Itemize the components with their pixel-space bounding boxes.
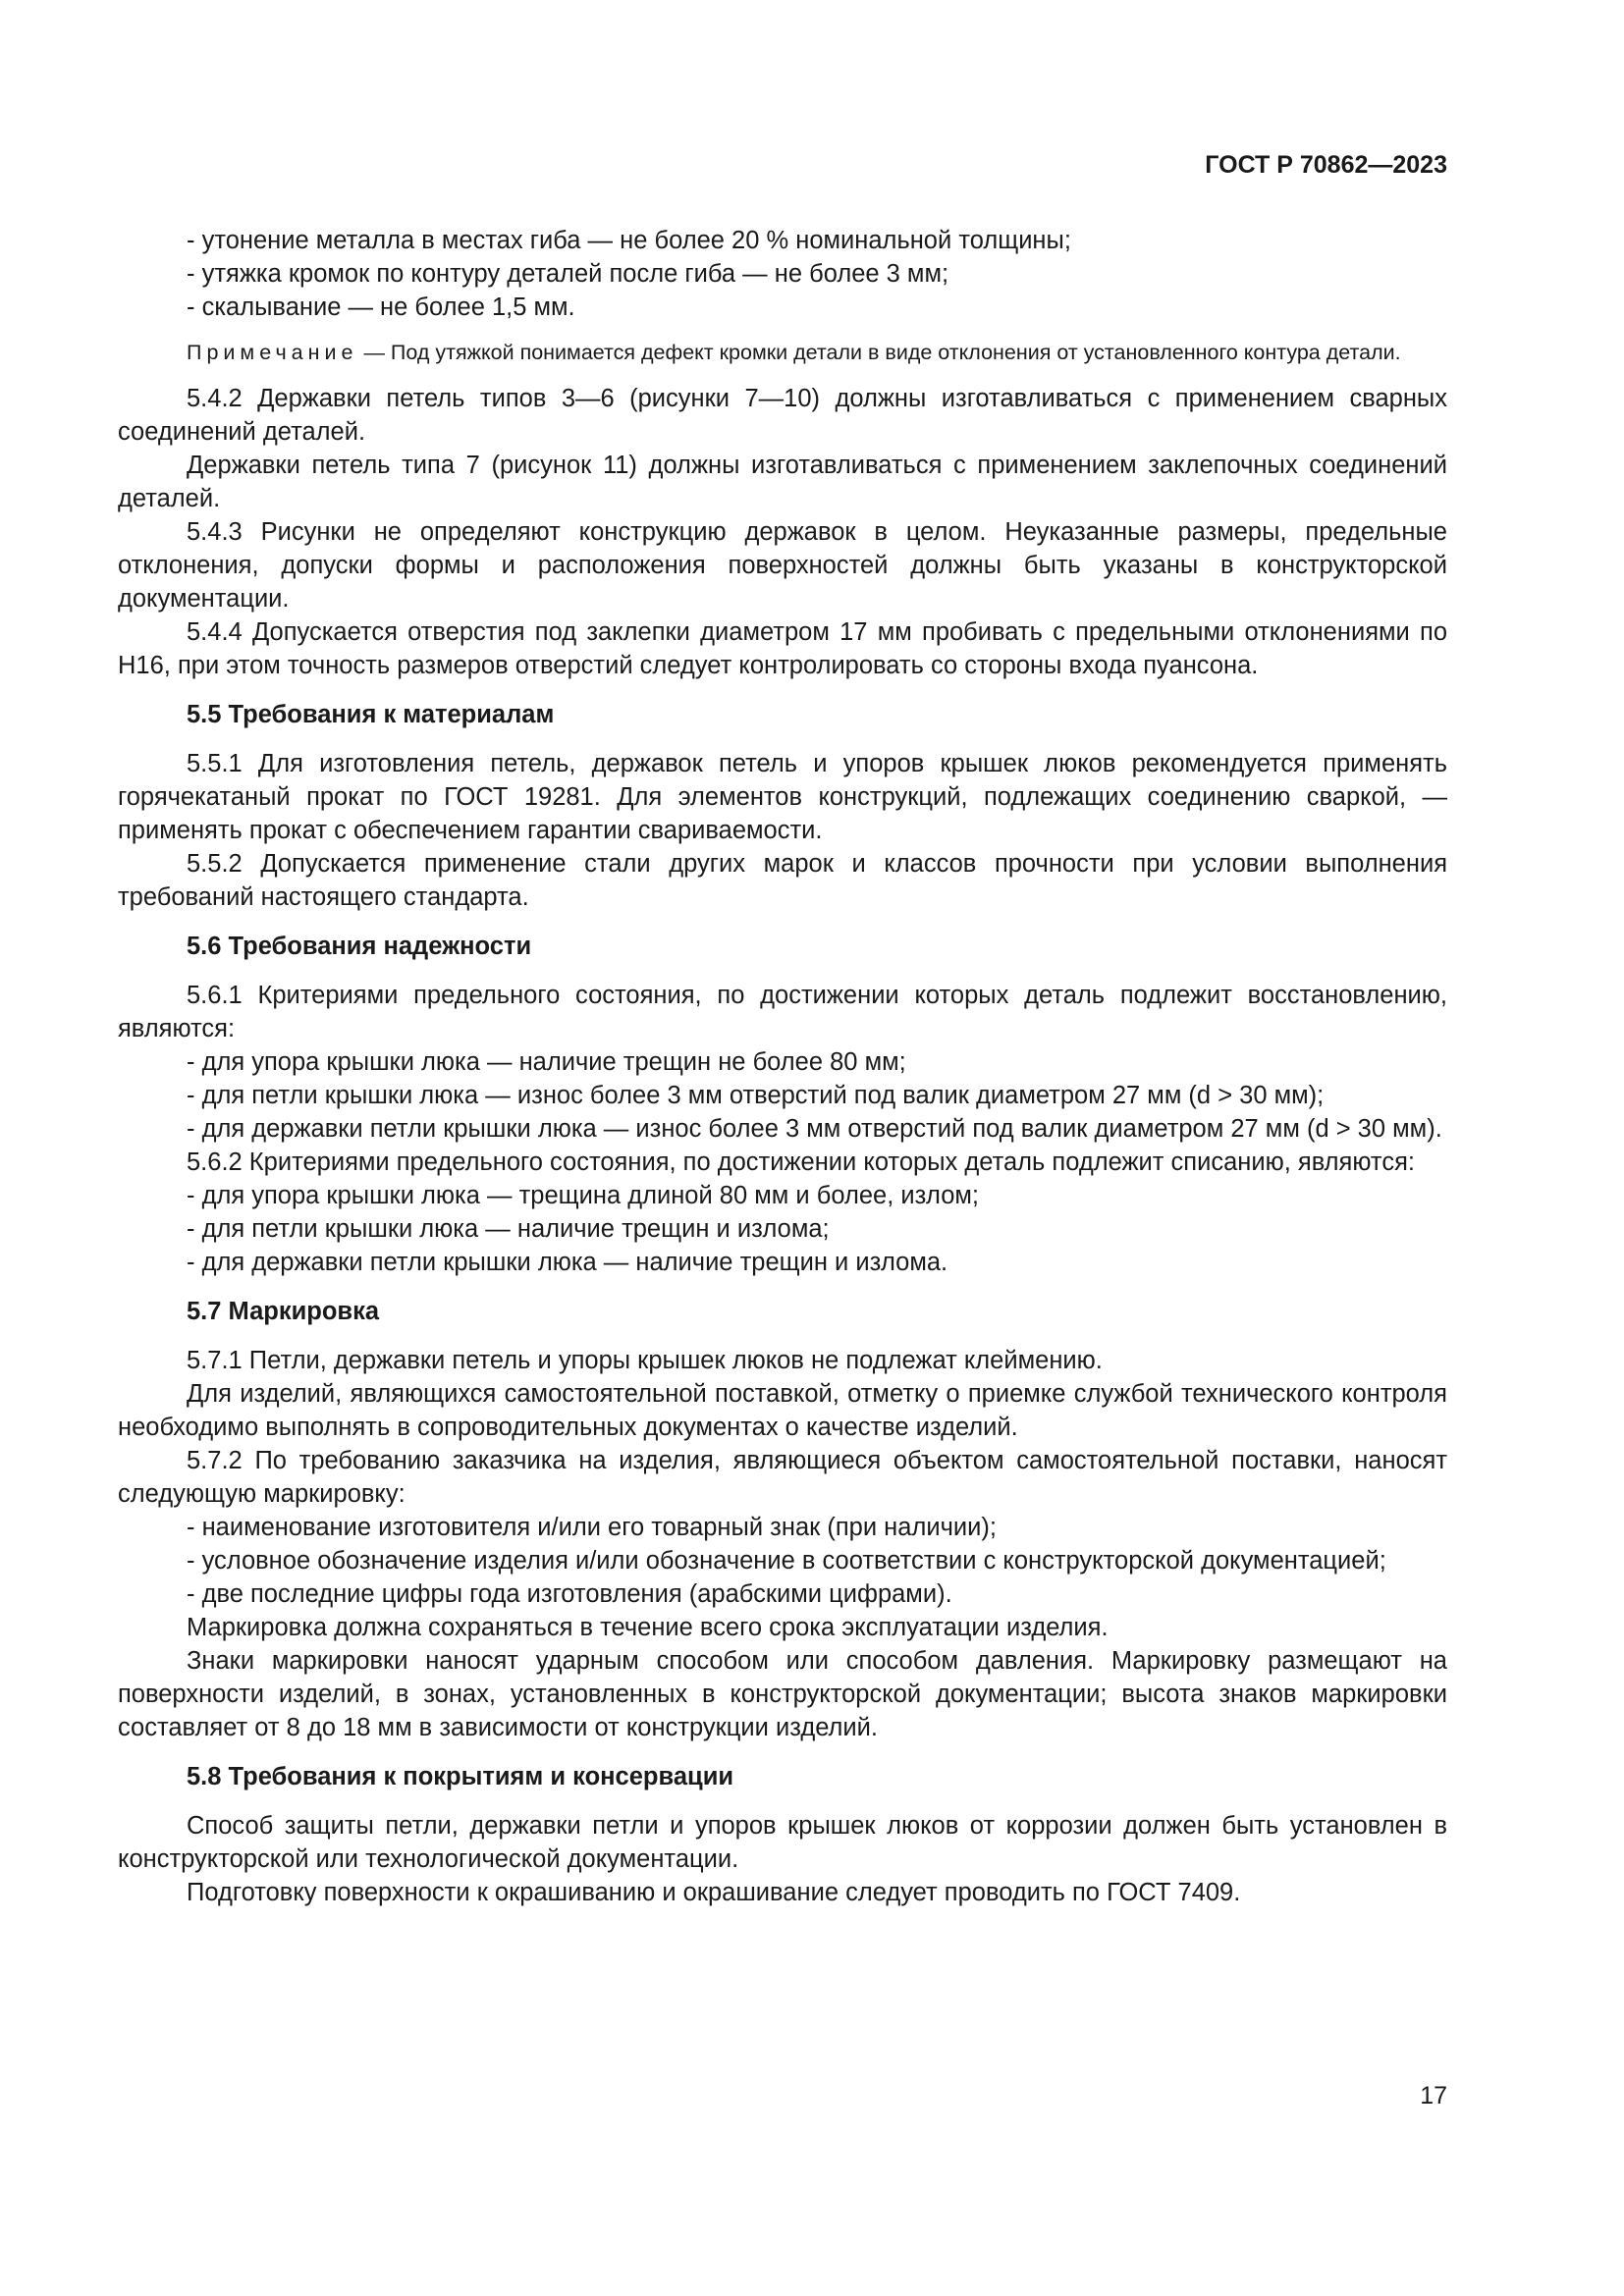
list-item: - утонение металла в местах гиба — не более 20 % номинальной толщины;	[187, 227, 1071, 254]
paragraph-5-4-2-continued: Державки петель типа 7 (рисунок 11) должны изготавливаться с применением заклепочных соединений деталей.	[118, 452, 1447, 512]
list-item: - наименование изготовителя и/или его товарный знак (при наличии);	[187, 1514, 997, 1541]
paragraph-5-7-1-continued: Для изделий, являющихся самостоятельной поставкой, отметку о приемке службой технического контроля необходимо выполнять в сопроводительных документах о качестве изделий.	[118, 1380, 1447, 1441]
list-item: - для петли крышки люка — износ более 3 мм отверстий под валик диаметром 27 мм (d > 30 мм);	[187, 1082, 1325, 1109]
page-number: 17	[1420, 2082, 1447, 2109]
paragraph-5-4-3: 5.4.3 Рисунки не определяют конструкцию державок в целом. Неуказанные размеры, предельные отклонения, допуски формы и расположения поверхностей должны быть указаны в конструкторской документации.	[118, 518, 1447, 613]
list-item: - две последние цифры года изготовления (арабскими цифрами).	[187, 1580, 952, 1608]
list-item: - для упора крышки люка — трещина длиной 80 мм и более, излом;	[187, 1182, 979, 1209]
section-title-5-8: 5.8 Требования к покрытиям и консервации	[187, 1763, 734, 1790]
list-item: - для державки петли крышки люка — наличие трещин и излома.	[187, 1249, 948, 1276]
list-item: - скалывание — не более 1,5 мм.	[187, 294, 575, 321]
paragraph-5-8-painting: Подготовку поверхности к окрашиванию и окрашивание следует проводить по ГОСТ 7409.	[187, 1879, 1241, 1906]
note-text: — Под утяжкой понимается дефект кромки детали в виде отклонения от установленного контура детали.	[363, 341, 1401, 364]
list-item: - для державки петли крышки люка — износ более 3 мм отверстий под валик диаметром 27 мм (d > 30 мм).	[187, 1115, 1442, 1143]
paragraph-5-7-1: 5.7.1 Петли, державки петель и упоры крышек люков не подлежат клеймению.	[187, 1347, 1103, 1374]
paragraph-5-6-1: 5.6.1 Критериями предельного состояния, по достижении которых деталь подлежит восстановлению, являются:	[118, 982, 1447, 1042]
paragraph-5-4-2: 5.4.2 Державки петель типов 3—6 (рисунки 7—10) должны изготавливаться с применением сварных соединений деталей.	[118, 385, 1447, 446]
list-item: - для петли крышки люка — наличие трещин и излома;	[187, 1215, 830, 1243]
note-label: Примечание	[187, 341, 358, 364]
paragraph-5-5-1: 5.5.1 Для изготовления петель, державок петель и упоров крышек люков рекомендуется применять горячекатаный прокат по ГОСТ 19281. Для элементов конструкций, подлежащих соединению сваркой, — применять прокат с обеспечением гарантии свариваемости.	[118, 750, 1447, 844]
document-number: ГОСТ Р 70862—2023	[1205, 151, 1447, 179]
document-body	[118, 224, 1447, 1909]
paragraph-5-6-2: 5.6.2 Критериями предельного состояния, по достижении которых деталь подлежит списанию, являются:	[187, 1148, 1415, 1176]
list-item: - для упора крышки люка — наличие трещин не более 80 мм;	[187, 1048, 906, 1076]
note	[118, 338, 1447, 368]
paragraph-5-8-protection: Способ защиты петли, державки петли и упоров крышек люков от коррозии должен быть установлен в конструкторской или технологической документации.	[118, 1812, 1447, 1873]
list-item: - утяжка кромок по контуру деталей после гиба — не более 3 мм;	[187, 260, 949, 288]
list-item: - условное обозначение изделия и/или обозначение в соответствии с конструкторской документацией;	[187, 1547, 1386, 1575]
paragraph-5-5-2: 5.5.2 Допускается применение стали других марок и классов прочности при условии выполнения требований настоящего стандарта.	[118, 850, 1447, 911]
paragraph-5-4-4: 5.4.4 Допускается отверстия под заклепки диаметром 17 мм пробивать с предельными отклонениями по H16, при этом точность размеров отверстий следует контролировать со стороны входа пуансона.	[118, 618, 1447, 679]
section-title-5-6: 5.6 Требования надежности	[187, 933, 532, 960]
section-title-5-5: 5.5 Требования к материалам	[187, 701, 555, 728]
paragraph-5-7-marking-duration: Маркировка должна сохраняться в течение всего срока эксплуатации изделия.	[187, 1614, 1109, 1641]
paragraph-5-7-marking-method: Знаки маркировки наносят ударным способом или способом давления. Маркировку размещают на поверхности изделий, в зонах, установленных в конструкторской документации; высота знаков маркировки составляет от 8 до 18 мм в зависимости от конструкции изделий.	[118, 1647, 1447, 1741]
paragraph-5-7-2: 5.7.2 По требованию заказчика на изделия, являющиеся объектом самостоятельной поставки, наносят следующую маркировку:	[118, 1447, 1447, 1508]
section-title-5-7: 5.7 Маркировка	[187, 1298, 380, 1325]
